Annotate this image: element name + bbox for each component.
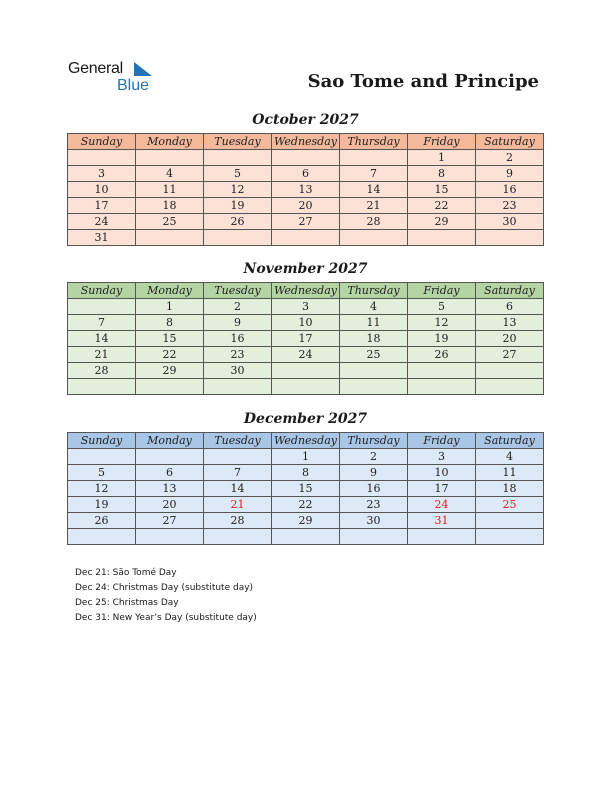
- day-cell: 6: [476, 299, 544, 315]
- day-cell: [272, 363, 340, 379]
- weekday-header: Saturday: [476, 433, 544, 449]
- day-cell: 19: [68, 497, 136, 513]
- day-cell: 5: [204, 166, 272, 182]
- weekday-header: Tuesday: [204, 433, 272, 449]
- day-cell: 25: [136, 214, 204, 230]
- day-cell: 31: [68, 230, 136, 246]
- weekday-header: Friday: [408, 134, 476, 150]
- week-row: [68, 363, 544, 379]
- day-cell: 7: [340, 166, 408, 182]
- day-cell: 8: [136, 315, 204, 331]
- day-cell: 17: [272, 331, 340, 347]
- day-cell: 3: [408, 449, 476, 465]
- holiday-note: Dec 24: Christmas Day (substitute day): [75, 583, 254, 593]
- day-cell: [476, 230, 544, 246]
- day-cell: 24: [272, 347, 340, 363]
- day-cell: 25: [340, 347, 408, 363]
- day-cell: [408, 529, 476, 545]
- weekday-header: Thursday: [340, 283, 408, 299]
- day-cell: 11: [476, 465, 544, 481]
- day-cell: [204, 230, 272, 246]
- day-cell: [204, 379, 272, 395]
- day-cell: 8: [272, 465, 340, 481]
- day-cell: 15: [408, 182, 476, 198]
- day-cell: 6: [272, 166, 340, 182]
- day-cell: 18: [136, 198, 204, 214]
- day-cell: 28: [68, 363, 136, 379]
- day-cell: 26: [68, 513, 136, 529]
- day-cell: [136, 529, 204, 545]
- weekday-header: Sunday: [68, 433, 136, 449]
- weekday-header-row: [68, 283, 544, 299]
- day-cell: 27: [272, 214, 340, 230]
- day-cell: [340, 363, 408, 379]
- day-cell: 13: [476, 315, 544, 331]
- week-row: [68, 150, 544, 166]
- day-cell: [272, 230, 340, 246]
- day-cell: 9: [340, 465, 408, 481]
- day-cell: [272, 379, 340, 395]
- day-cell: 6: [136, 465, 204, 481]
- day-cell: 17: [408, 481, 476, 497]
- logo-triangle-icon: [134, 62, 152, 76]
- day-cell: 23: [476, 198, 544, 214]
- day-cell: 3: [272, 299, 340, 315]
- week-row: [68, 529, 544, 545]
- week-row: [68, 198, 544, 214]
- day-cell: [136, 379, 204, 395]
- day-cell: 23: [340, 497, 408, 513]
- day-cell: 21: [340, 198, 408, 214]
- day-cell: 28: [340, 214, 408, 230]
- holiday-note: Dec 25: Christmas Day: [75, 598, 179, 608]
- day-cell: 5: [408, 299, 476, 315]
- day-cell: 10: [272, 315, 340, 331]
- day-cell: 9: [476, 166, 544, 182]
- day-cell: 13: [136, 481, 204, 497]
- holiday-note: Dec 21: São Tomé Day: [75, 568, 177, 578]
- weekday-header: Tuesday: [204, 134, 272, 150]
- weekday-header-row: [68, 134, 544, 150]
- week-row: [68, 347, 544, 363]
- day-cell: 7: [68, 315, 136, 331]
- weekday-header: Thursday: [340, 134, 408, 150]
- day-cell: 17: [68, 198, 136, 214]
- day-cell: [340, 150, 408, 166]
- holiday-day-cell: 24: [408, 497, 476, 513]
- day-cell: [68, 299, 136, 315]
- weekday-header: Saturday: [476, 134, 544, 150]
- day-cell: [204, 449, 272, 465]
- holiday-day-cell: 31: [408, 513, 476, 529]
- weekday-header: Saturday: [476, 283, 544, 299]
- weekday-header: Monday: [136, 134, 204, 150]
- day-cell: 20: [476, 331, 544, 347]
- day-cell: 5: [68, 465, 136, 481]
- day-cell: 1: [272, 449, 340, 465]
- logo-blue-text: Blue: [117, 77, 150, 94]
- week-row: [68, 166, 544, 182]
- day-cell: [340, 529, 408, 545]
- day-cell: 22: [408, 198, 476, 214]
- month-title-october: October 2027: [252, 112, 359, 128]
- day-cell: 11: [340, 315, 408, 331]
- calendar-october: [67, 133, 544, 246]
- day-cell: [68, 379, 136, 395]
- week-row: [68, 481, 544, 497]
- day-cell: 3: [68, 166, 136, 182]
- day-cell: 29: [136, 363, 204, 379]
- week-row: [68, 299, 544, 315]
- weekday-header: Tuesday: [204, 283, 272, 299]
- weekday-header: Monday: [136, 433, 204, 449]
- day-cell: 29: [272, 513, 340, 529]
- logo-general-text: General: [68, 60, 123, 77]
- day-cell: 7: [204, 465, 272, 481]
- week-row: [68, 497, 544, 513]
- day-cell: 14: [340, 182, 408, 198]
- week-row: [68, 331, 544, 347]
- day-cell: 12: [204, 182, 272, 198]
- day-cell: 29: [408, 214, 476, 230]
- day-cell: 16: [204, 331, 272, 347]
- month-title-november: November 2027: [243, 261, 368, 277]
- week-row: [68, 214, 544, 230]
- day-cell: 23: [204, 347, 272, 363]
- month-title-december: December 2027: [243, 411, 368, 427]
- weekday-header: Wednesday: [272, 433, 340, 449]
- day-cell: 19: [204, 198, 272, 214]
- day-cell: [272, 529, 340, 545]
- holiday-note: Dec 31: New Year’s Day (substitute day): [75, 613, 257, 623]
- day-cell: 13: [272, 182, 340, 198]
- day-cell: 20: [272, 198, 340, 214]
- week-row: [68, 465, 544, 481]
- day-cell: [340, 379, 408, 395]
- day-cell: 19: [408, 331, 476, 347]
- day-cell: 18: [476, 481, 544, 497]
- week-row: [68, 315, 544, 331]
- day-cell: 27: [136, 513, 204, 529]
- day-cell: 22: [136, 347, 204, 363]
- weekday-header: Friday: [408, 283, 476, 299]
- day-cell: 1: [408, 150, 476, 166]
- day-cell: 28: [204, 513, 272, 529]
- day-cell: 11: [136, 182, 204, 198]
- day-cell: 26: [204, 214, 272, 230]
- day-cell: 30: [476, 214, 544, 230]
- day-cell: 10: [408, 465, 476, 481]
- day-cell: 16: [340, 481, 408, 497]
- day-cell: [476, 513, 544, 529]
- day-cell: 12: [68, 481, 136, 497]
- day-cell: 26: [408, 347, 476, 363]
- day-cell: [272, 150, 340, 166]
- weekday-header: Sunday: [68, 134, 136, 150]
- day-cell: 22: [272, 497, 340, 513]
- day-cell: 27: [476, 347, 544, 363]
- day-cell: [340, 230, 408, 246]
- calendar-december: [67, 432, 544, 545]
- day-cell: [68, 150, 136, 166]
- day-cell: 30: [204, 363, 272, 379]
- day-cell: 4: [476, 449, 544, 465]
- day-cell: [68, 449, 136, 465]
- calendar-november: [67, 282, 544, 395]
- day-cell: 18: [340, 331, 408, 347]
- day-cell: 15: [136, 331, 204, 347]
- day-cell: [136, 150, 204, 166]
- weekday-header: Wednesday: [272, 134, 340, 150]
- weekday-header: Friday: [408, 433, 476, 449]
- day-cell: [136, 449, 204, 465]
- weekday-header: Thursday: [340, 433, 408, 449]
- day-cell: 15: [272, 481, 340, 497]
- day-cell: 9: [204, 315, 272, 331]
- day-cell: 21: [68, 347, 136, 363]
- day-cell: [204, 529, 272, 545]
- day-cell: [68, 529, 136, 545]
- day-cell: 10: [68, 182, 136, 198]
- day-cell: [476, 529, 544, 545]
- day-cell: 2: [340, 449, 408, 465]
- day-cell: [408, 379, 476, 395]
- weekday-header: Wednesday: [272, 283, 340, 299]
- holiday-day-cell: 25: [476, 497, 544, 513]
- day-cell: 12: [408, 315, 476, 331]
- week-row: [68, 449, 544, 465]
- weekday-header: Monday: [136, 283, 204, 299]
- weekday-header-row: [68, 433, 544, 449]
- week-row: [68, 379, 544, 395]
- day-cell: 16: [476, 182, 544, 198]
- day-cell: [408, 230, 476, 246]
- week-row: [68, 513, 544, 529]
- brand-logo: [68, 60, 168, 96]
- holiday-day-cell: 21: [204, 497, 272, 513]
- day-cell: 8: [408, 166, 476, 182]
- day-cell: 4: [340, 299, 408, 315]
- weekday-header: Sunday: [68, 283, 136, 299]
- day-cell: 1: [136, 299, 204, 315]
- day-cell: [136, 230, 204, 246]
- day-cell: [204, 150, 272, 166]
- week-row: [68, 230, 544, 246]
- day-cell: 20: [136, 497, 204, 513]
- week-row: [68, 182, 544, 198]
- day-cell: 24: [68, 214, 136, 230]
- day-cell: 30: [340, 513, 408, 529]
- day-cell: [476, 379, 544, 395]
- day-cell: 4: [136, 166, 204, 182]
- day-cell: [476, 363, 544, 379]
- day-cell: 2: [204, 299, 272, 315]
- day-cell: 2: [476, 150, 544, 166]
- country-title: Sao Tome and Principe: [307, 71, 539, 92]
- day-cell: [408, 363, 476, 379]
- day-cell: 14: [204, 481, 272, 497]
- holiday-notes: [75, 566, 257, 626]
- day-cell: 14: [68, 331, 136, 347]
